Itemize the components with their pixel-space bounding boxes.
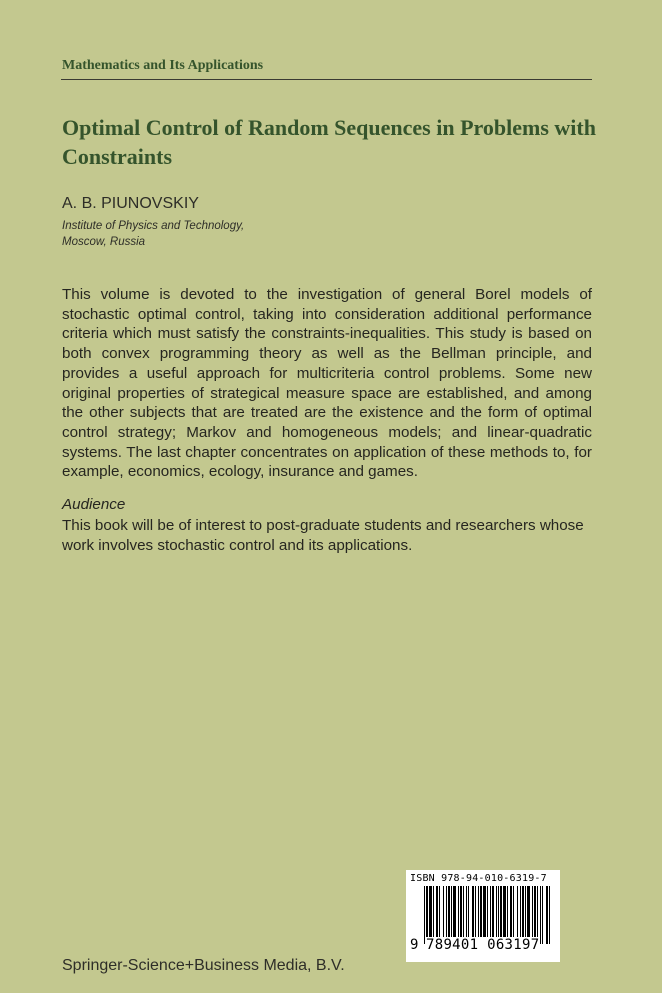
barcode-bar: [429, 886, 432, 944]
barcode-first-digit: 9: [410, 937, 419, 953]
barcode-bar: [513, 886, 514, 944]
barcode-bar: [424, 886, 425, 944]
series-rule: [61, 79, 592, 80]
barcode-bar: [510, 886, 512, 944]
barcode-bar: [500, 886, 502, 944]
barcode-bar: [492, 886, 494, 944]
barcode-bar: [532, 886, 533, 944]
barcode-bar: [517, 886, 518, 944]
barcode-bar: [549, 886, 550, 944]
barcode-bar: [463, 886, 464, 944]
barcode-bar: [546, 886, 548, 944]
barcode-bar: [472, 886, 474, 944]
series-name: Mathematics and Its Applications: [62, 58, 264, 73]
barcode-bar: [451, 886, 452, 944]
barcode-bar: [542, 886, 543, 944]
barcode-bar: [458, 886, 459, 944]
barcode-bar: [460, 886, 462, 944]
author-affiliation: [62, 218, 244, 250]
barcode-bar: [426, 886, 428, 944]
abstract-text: This volume is devoted to the investigation of general Borel models of stochastic optimal control, taking into consideration additional performance criteria which must satisfy the constraints-inequalities. This study is based on both convex programming theory as well as the Bellman principle, and provides a useful approach for multicriteria control problems. Some new original properties of strategical measure space are established, and among the other subjects that are treated are the existence and the form of optimal control strategy; Markov and homogeneous models; and linear-quadratic systems. The last chapter concentrates on application of these methods to, for example, economics, ecology, insurance and games.: [62, 286, 592, 481]
barcode-bar: [466, 886, 467, 944]
barcode-bar: [478, 886, 479, 944]
barcode-bar: [448, 886, 450, 944]
barcode-bar: [503, 886, 506, 944]
affiliation-city: Moscow, Russia: [62, 236, 146, 248]
barcode-bar: [527, 886, 530, 944]
book-title: Optimal Control of Random Sequences in Problems with Constraints: [62, 115, 596, 169]
isbn-barcode: [406, 870, 560, 962]
barcode-bar: [490, 886, 491, 944]
barcode-bar: [439, 886, 440, 944]
barcode-bar: [537, 886, 538, 944]
author-name: A. B. PIUNOVSKIY: [62, 195, 199, 212]
barcode-bar: [468, 886, 469, 944]
barcode-bar: [498, 886, 499, 944]
audience-heading: Audience: [62, 496, 126, 513]
audience-text: This book will be of interest to post-graduate students and researchers whose work involves stochastic control and its applications.: [62, 517, 584, 554]
barcode-bar: [534, 886, 536, 944]
barcode-bar: [496, 886, 497, 944]
barcode-bar: [475, 886, 476, 944]
barcode-bar: [433, 886, 434, 944]
barcode-bar: [446, 886, 447, 944]
barcode-bar: [540, 886, 541, 944]
barcode-bar: [483, 886, 486, 944]
barcode-bar: [522, 886, 524, 944]
barcode-bar: [443, 886, 444, 944]
affiliation-institute: Institute of Physics and Technology,: [62, 220, 245, 232]
publisher-name: Springer-Science+Business Media, B.V.: [62, 957, 345, 974]
barcode-digits: 789401 063197: [426, 937, 540, 953]
barcode-bar: [520, 886, 521, 944]
barcode-bar: [453, 886, 456, 944]
isbn-label: ISBN 978-94-010-6319-7: [410, 873, 547, 884]
barcode-bar: [507, 886, 508, 944]
barcode-bar: [436, 886, 438, 944]
barcode-bar: [525, 886, 526, 944]
barcode-bar: [487, 886, 488, 944]
barcode-bar: [480, 886, 482, 944]
